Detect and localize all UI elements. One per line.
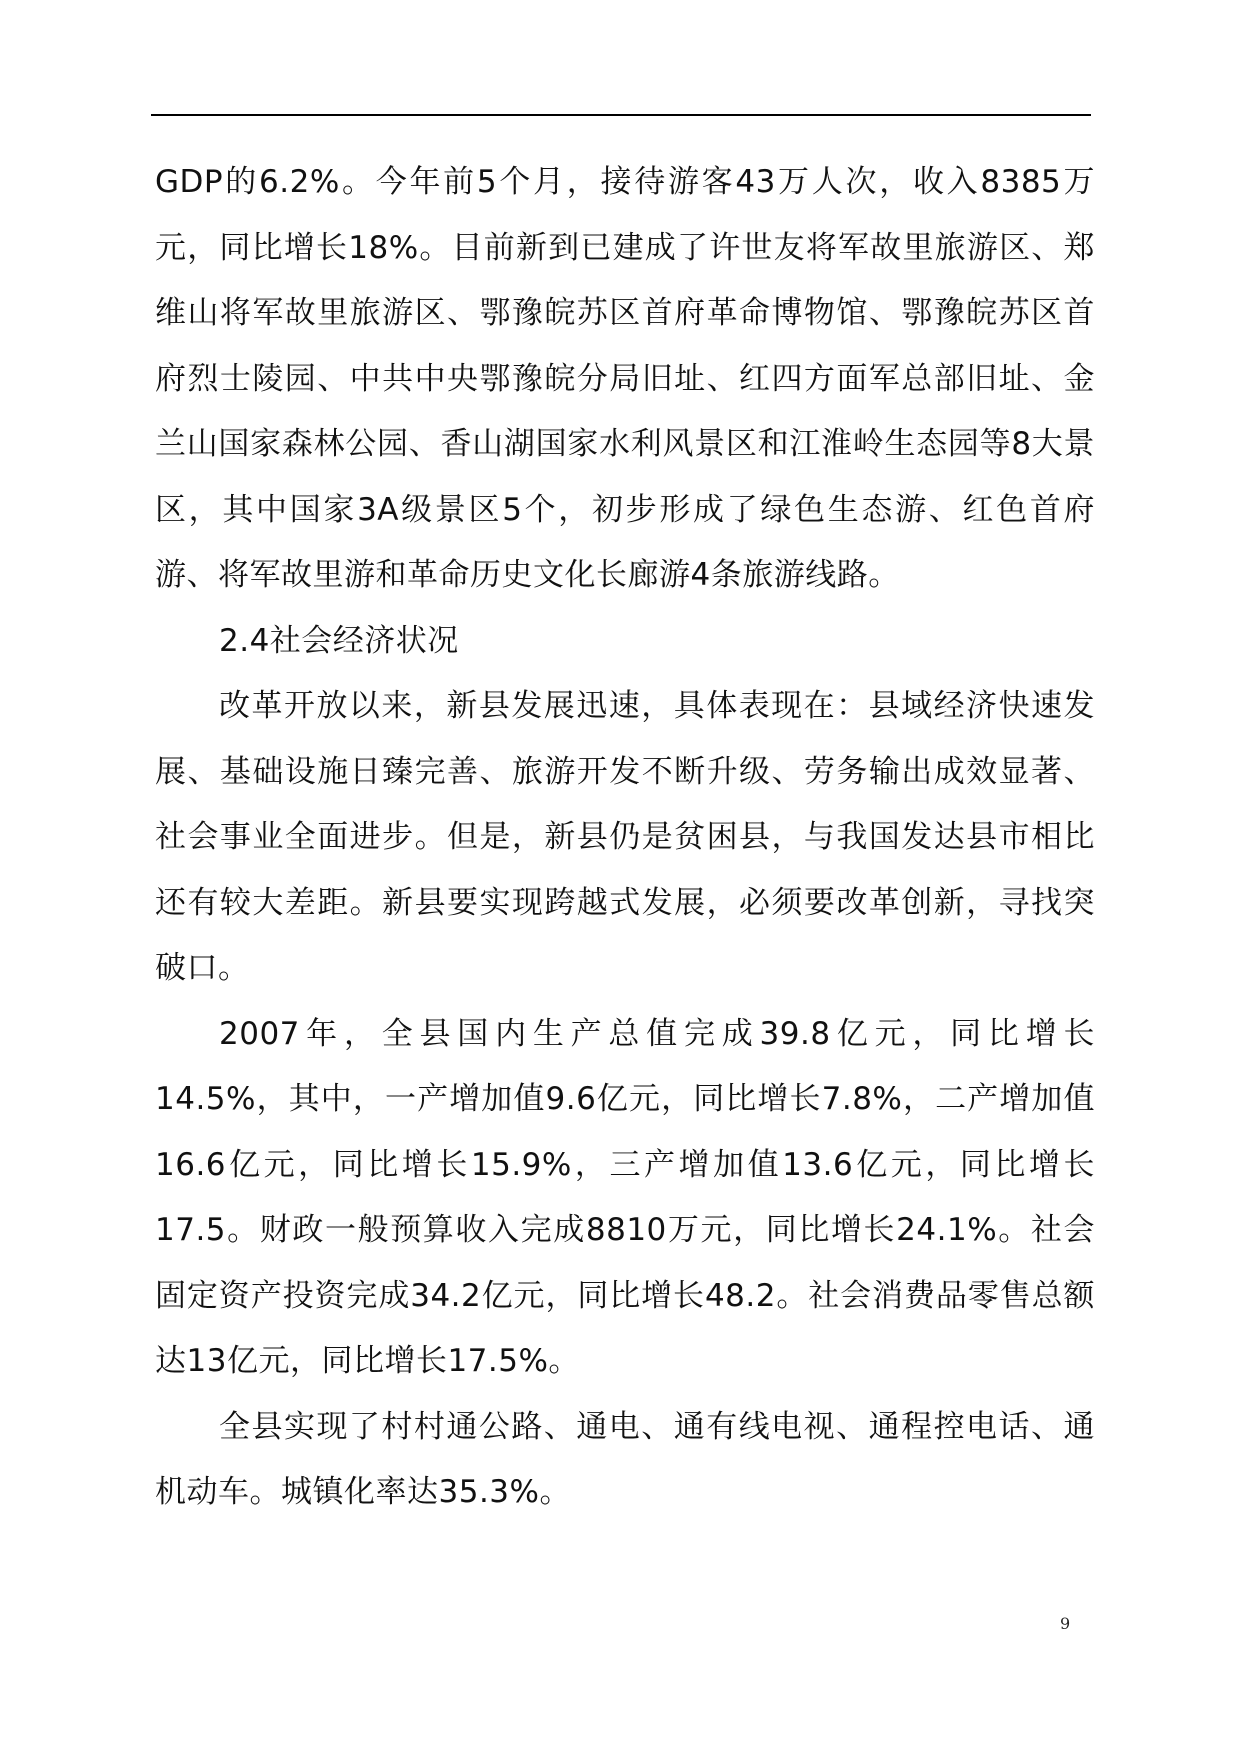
header-rule — [151, 114, 1091, 116]
paragraph-tourism: GDP的6.2%。今年前5个月，接待游客43万人次，收入8385万元，同比增长18%。目前新到已建成了许世友将军故里旅游区、郑维山将军故里旅游区、鄂豫皖苏区首府革命博物馆、鄂豫皖苏区首府烈士陵园、中共中央鄂豫皖分局旧址、红四方面军总部旧址、金兰山国家森林公园、香山湖国家水利风景区和江淮岭生态园等8大景区，其中国家3A级景区5个，初步形成了绿色生态游、红色首府游、将军故里游和革命历史文化长廊游4条旅游线路。 — [155, 164, 1095, 593]
paragraph-overview: 改革开放以来，新县发展迅速，具体表现在：县域经济快速发展、基础设施日臻完善、旅游开发不断升级、劳务输出成效显著、社会事业全面进步。但是，新县仍是贫困县，与我国发达县市相比还有较大差距。新县要实现跨越式发展，必须要改革创新，寻找突破口。 — [155, 688, 1095, 986]
paragraph-infrastructure: 全县实现了村村通公路、通电、通有线电视、通程控电话、通机动车。城镇化率达35.3%。 — [155, 1408, 1095, 1510]
section-heading: 2.4社会经济状况 — [219, 622, 459, 659]
page-number: 9 — [1060, 1614, 1071, 1633]
paragraph-economy-2007: 2007年，全县国内生产总值完成39.8亿元，同比增长14.5%，其中，一产增加值9.6亿元，同比增长7.8%，二产增加值16.6亿元，同比增长15.9%，三产增加值13.6亿元，同比增长17.5。财政一般预算收入完成8810万元，同比增长24.1%。社会固定资产投资完成34.2亿元，同比增长48.2。社会消费品零售总额达13亿元，同比增长17.5%。 — [155, 1015, 1095, 1379]
body-text — [155, 150, 1095, 1526]
